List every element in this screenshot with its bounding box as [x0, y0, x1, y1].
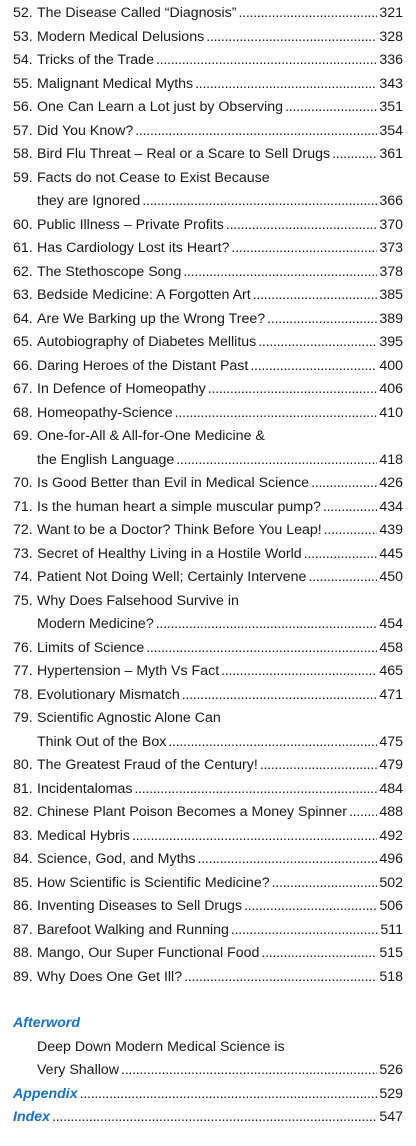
chapter-number: 55.	[13, 75, 33, 92]
toc-entry[interactable]	[13, 895, 403, 919]
toc-entry-line	[13, 825, 403, 849]
chapter-title: How Scientific is Scientific Medicine?	[37, 874, 270, 891]
dot-leader	[323, 496, 377, 520]
toc-entry[interactable]	[13, 331, 403, 355]
page-number: 370	[379, 216, 403, 233]
chapter-number: 62.	[13, 263, 33, 280]
chapter-title: Incidentalomas	[37, 780, 133, 797]
dot-leader	[176, 449, 377, 473]
chapter-number: 69.	[13, 428, 33, 444]
dot-leader	[121, 1059, 377, 1083]
chapter-title: Are We Barking up the Wrong Tree?	[37, 310, 266, 327]
chapter-number: 63.	[13, 287, 33, 303]
chapter-number: 53.	[13, 28, 33, 45]
page-number: 426	[379, 475, 403, 491]
page-number: 492	[379, 827, 403, 844]
chapter-title: Tricks of the Trade	[37, 52, 154, 68]
chapter-title: Patient Not Doing Well; Certainly Intervene	[37, 569, 307, 585]
toc-entry-line	[13, 402, 403, 426]
table-of-contents	[13, 2, 403, 989]
dot-leader	[261, 942, 377, 966]
page-number: 454	[379, 616, 403, 632]
dot-leader	[206, 26, 377, 50]
chapter-title: The Stethoscope Song	[37, 263, 182, 280]
afterword-line-1	[13, 1036, 403, 1060]
toc-entry[interactable]	[13, 519, 403, 543]
dot-leader	[272, 872, 378, 896]
page-number: 395	[379, 334, 403, 350]
dot-leader	[134, 778, 377, 802]
page-number: 378	[379, 263, 403, 280]
chapter-number: 52.	[13, 5, 33, 21]
page-number: 479	[379, 757, 403, 773]
chapter-title: Daring Heroes of the Distant Past	[37, 357, 249, 374]
toc-entry[interactable]	[13, 284, 403, 308]
toc-entry-line	[13, 543, 403, 567]
toc-entry-line	[13, 919, 403, 943]
dot-leader	[80, 1083, 378, 1107]
page-number: 434	[379, 498, 403, 515]
chapter-title: The Greatest Fraud of the Century!	[37, 757, 258, 773]
page-number: 328	[379, 28, 403, 45]
toc-entry[interactable]	[13, 801, 403, 825]
chapter-title: In Defence of Homeopathy	[37, 381, 206, 397]
toc-entry-line	[13, 26, 403, 50]
toc-entry-line	[13, 143, 403, 167]
chapter-title: Facts do not Cease to Exist Because	[37, 169, 270, 186]
toc-entry[interactable]	[13, 26, 403, 50]
toc-entry[interactable]	[13, 167, 403, 214]
toc-entry-line	[13, 848, 403, 872]
chapter-title: Science, God, and Myths	[37, 851, 196, 867]
toc-entry-line	[13, 2, 403, 26]
toc-entry[interactable]	[13, 919, 403, 943]
dot-leader	[231, 237, 377, 261]
dot-leader	[221, 660, 377, 684]
toc-entry-line	[13, 378, 403, 402]
page-number: 354	[379, 122, 403, 139]
toc-entry[interactable]	[13, 73, 403, 97]
chapter-number: 68.	[13, 404, 33, 421]
chapter-number: 85.	[13, 874, 33, 891]
dot-leader	[198, 848, 378, 872]
toc-entry[interactable]	[13, 637, 403, 661]
page-number: 343	[379, 75, 403, 92]
chapter-number: 88.	[13, 945, 33, 961]
chapter-number: 66.	[13, 357, 33, 374]
toc-entry[interactable]	[13, 942, 403, 966]
dot-leader	[175, 402, 378, 426]
dot-leader	[146, 637, 377, 661]
appendix-label: Appendix	[13, 1085, 78, 1102]
toc-entry-line	[13, 707, 403, 731]
chapter-title: The Disease Called “Diagnosis”	[37, 5, 237, 21]
chapter-title: One Can Learn a Lot just by Observing	[37, 99, 284, 115]
dot-leader	[184, 966, 377, 990]
dot-leader	[183, 261, 377, 285]
afterword-line-2	[13, 1059, 403, 1083]
chapter-title: Homeopathy-Science	[37, 404, 173, 421]
toc-entry[interactable]	[13, 754, 403, 778]
toc-entry[interactable]	[13, 402, 403, 426]
dot-leader	[132, 825, 377, 849]
page-number: 488	[379, 804, 403, 820]
toc-entry-line	[13, 120, 403, 144]
toc-entry[interactable]	[13, 2, 403, 26]
toc-entry[interactable]	[13, 590, 403, 637]
dot-leader	[304, 543, 378, 567]
page-number: 410	[379, 404, 403, 421]
toc-entry[interactable]	[13, 308, 403, 332]
chapter-number: 60.	[13, 216, 33, 233]
chapter-number: 54.	[13, 52, 33, 68]
toc-entry[interactable]	[13, 214, 403, 238]
chapter-number: 78.	[13, 686, 33, 703]
chapter-number: 87.	[13, 921, 33, 938]
page-number: 351	[379, 99, 403, 115]
index-entry[interactable]	[13, 1106, 403, 1130]
toc-entry-line	[13, 519, 403, 543]
dot-leader	[285, 96, 377, 120]
toc-entry[interactable]	[13, 355, 403, 379]
page-number: 502	[379, 874, 403, 891]
chapter-title: Want to be a Doctor? Think Before You Leap!	[37, 522, 322, 538]
chapter-number: 72.	[13, 522, 33, 538]
chapter-title: the English Language	[37, 451, 175, 468]
chapter-number: 79.	[13, 710, 33, 726]
toc-entry[interactable]	[13, 872, 403, 896]
chapter-number: 73.	[13, 545, 33, 562]
appendix-page-number: 529	[379, 1085, 403, 1102]
toc-entry-line	[13, 190, 403, 214]
chapter-number: 86.	[13, 898, 33, 914]
dot-leader	[208, 378, 378, 402]
toc-entry[interactable]	[13, 261, 403, 285]
dot-leader	[142, 190, 377, 214]
toc-entry[interactable]	[13, 120, 403, 144]
chapter-number: 84.	[13, 851, 33, 867]
chapter-title: Mango, Our Super Functional Food	[37, 945, 260, 961]
page-number: 471	[379, 686, 403, 703]
page-number: 506	[379, 898, 403, 914]
chapter-number: 70.	[13, 475, 33, 491]
toc-entry-line	[13, 801, 403, 825]
toc-entry[interactable]	[13, 237, 403, 261]
appendix-entry[interactable]	[13, 1083, 403, 1107]
toc-entry[interactable]	[13, 543, 403, 567]
toc-entry-line	[13, 942, 403, 966]
chapter-title: Think Out of the Box	[37, 733, 167, 750]
page-number: 465	[379, 663, 403, 679]
toc-entry-line	[13, 872, 403, 896]
toc-entry-line	[13, 637, 403, 661]
chapter-title: Medical Hybris	[37, 827, 131, 844]
chapter-title: One-for-All & All-for-One Medicine &	[37, 428, 265, 444]
toc-entry-line	[13, 754, 403, 778]
toc-entry[interactable]	[13, 707, 403, 754]
page-number: 450	[379, 569, 403, 585]
chapter-title: Hypertension – Myth Vs Fact	[37, 663, 220, 679]
afterword-title-line-2: Very Shallow	[37, 1062, 120, 1078]
dot-leader	[267, 308, 377, 332]
dot-leader	[226, 214, 377, 238]
toc-entry-line	[13, 167, 403, 191]
toc-entry[interactable]	[13, 425, 403, 472]
chapter-title: Inventing Diseases to Sell Drugs	[37, 898, 243, 914]
back-matter	[13, 1012, 403, 1130]
page-number: 518	[379, 968, 403, 985]
chapter-title: Has Cardiology Lost its Heart?	[37, 240, 230, 256]
chapter-title: Why Does One Get Ill?	[37, 968, 183, 985]
page-number: 385	[379, 287, 403, 303]
toc-entry[interactable]	[13, 143, 403, 167]
dot-leader	[253, 284, 378, 308]
dot-leader	[195, 73, 377, 97]
toc-entry[interactable]	[13, 684, 403, 708]
toc-entry-line	[13, 566, 403, 590]
dot-leader	[156, 613, 378, 637]
dot-leader	[311, 472, 377, 496]
dot-leader	[250, 355, 377, 379]
page-number: 458	[379, 639, 403, 656]
dot-leader	[135, 120, 377, 144]
toc-entry[interactable]	[13, 966, 403, 990]
toc-entry-line	[13, 214, 403, 238]
toc-entry[interactable]	[13, 778, 403, 802]
chapter-number: 89.	[13, 968, 33, 985]
toc-entry[interactable]	[13, 496, 403, 520]
dot-leader	[168, 731, 377, 755]
page-number: 361	[379, 146, 403, 162]
chapter-title: Modern Medical Delusions	[37, 28, 205, 45]
dot-leader	[231, 919, 378, 943]
page-number: 439	[379, 522, 403, 538]
dot-leader	[244, 895, 377, 919]
dot-leader	[324, 519, 378, 543]
chapter-title: Did You Know?	[37, 122, 134, 139]
afterword-entry[interactable]	[13, 1036, 403, 1083]
toc-entry-line	[13, 284, 403, 308]
chapter-title: Chinese Plant Poison Becomes a Money Spinner	[37, 804, 347, 820]
toc-entry-line	[13, 331, 403, 355]
page-number: 484	[379, 780, 403, 797]
dot-leader	[349, 801, 377, 825]
toc-entry-line	[13, 590, 403, 614]
chapter-number: 75.	[13, 592, 33, 609]
chapter-title: they are Ignored	[37, 193, 141, 209]
chapter-title: Why Does Falsehood Survive in	[37, 592, 239, 609]
page-number: 511	[380, 921, 403, 938]
toc-entry-line	[13, 96, 403, 120]
chapter-number: 77.	[13, 663, 33, 679]
index-page-number: 547	[379, 1109, 403, 1125]
dot-leader	[258, 331, 377, 355]
toc-entry-line	[13, 684, 403, 708]
chapter-number: 71.	[13, 498, 33, 515]
page-number: 366	[379, 193, 403, 209]
page-number: 400	[379, 357, 403, 374]
chapter-title: Scientific Agnostic Alone Can	[37, 710, 221, 726]
afterword-page-number: 526	[379, 1062, 403, 1078]
chapter-number: 65.	[13, 334, 33, 350]
toc-entry-line	[13, 49, 403, 73]
chapter-title: Bedside Medicine: A Forgotten Art	[37, 287, 251, 303]
toc-entry[interactable]	[13, 472, 403, 496]
chapter-number: 64.	[13, 310, 33, 327]
page-number: 515	[379, 945, 403, 961]
chapter-number: 61.	[13, 240, 33, 256]
toc-entry-line	[13, 355, 403, 379]
page-number: 406	[379, 381, 403, 397]
dot-leader	[182, 684, 378, 708]
toc-entry-line	[13, 496, 403, 520]
toc-entry-line	[13, 73, 403, 97]
toc-entry-line	[13, 237, 403, 261]
chapter-title: Barefoot Walking and Running	[37, 921, 229, 938]
toc-entry-line	[13, 449, 403, 473]
toc-entry-line	[13, 261, 403, 285]
page-number: 475	[379, 733, 403, 750]
page-number: 336	[379, 52, 403, 68]
afterword-title-line-1: Deep Down Modern Medical Science is	[37, 1038, 285, 1055]
page-number: 496	[379, 851, 403, 867]
chapter-title: Limits of Science	[37, 639, 145, 656]
toc-entry-line	[13, 425, 403, 449]
chapter-title: Is Good Better than Evil in Medical Science	[37, 475, 310, 491]
toc-entry-line	[13, 895, 403, 919]
chapter-number: 57.	[13, 122, 33, 139]
index-label: Index	[13, 1109, 51, 1125]
chapter-number: 81.	[13, 780, 33, 797]
toc-entry-line	[13, 731, 403, 755]
chapter-title: Public Illness – Private Profits	[37, 216, 224, 233]
page-number: 389	[379, 310, 403, 327]
chapter-number: 56.	[13, 99, 33, 115]
chapter-number: 74.	[13, 569, 33, 585]
chapter-title: Modern Medicine?	[37, 616, 154, 632]
page-number: 321	[379, 5, 403, 21]
chapter-title: Autobiography of Diabetes Mellitus	[37, 334, 257, 350]
chapter-number: 83.	[13, 827, 33, 844]
chapter-number: 58.	[13, 146, 33, 162]
toc-entry[interactable]	[13, 848, 403, 872]
dot-leader	[239, 2, 378, 26]
dot-leader	[308, 566, 377, 590]
chapter-title: Secret of Healthy Living in a Hostile World	[37, 545, 302, 562]
chapter-number: 82.	[13, 804, 33, 820]
dot-leader	[332, 143, 377, 167]
dot-leader	[156, 49, 377, 73]
toc-entry[interactable]	[13, 378, 403, 402]
chapter-title: Is the human heart a simple muscular pump?	[37, 498, 321, 515]
chapter-title: Malignant Medical Myths	[37, 75, 194, 92]
toc-entry-line	[13, 308, 403, 332]
chapter-number: 67.	[13, 381, 33, 397]
toc-entry-line	[13, 472, 403, 496]
chapter-number: 59.	[13, 169, 33, 186]
dot-leader	[52, 1106, 377, 1130]
dot-leader	[260, 754, 378, 778]
toc-entry-line	[13, 613, 403, 637]
toc-entry[interactable]	[13, 49, 403, 73]
toc-entry-line	[13, 660, 403, 684]
toc-entry-line	[13, 778, 403, 802]
chapter-title: Evolutionary Mismatch	[37, 686, 180, 703]
page-number: 445	[379, 545, 403, 562]
chapter-number: 80.	[13, 757, 33, 773]
page-number: 373	[379, 240, 403, 256]
page-number: 418	[379, 451, 403, 468]
toc-entry[interactable]	[13, 566, 403, 590]
toc-entry[interactable]	[13, 825, 403, 849]
afterword-heading: Afterword	[13, 1015, 80, 1031]
toc-entry[interactable]	[13, 660, 403, 684]
toc-entry-line	[13, 966, 403, 990]
chapter-title: Bird Flu Threat – Real or a Scare to Sell Drugs	[37, 146, 331, 162]
chapter-number: 76.	[13, 639, 33, 656]
toc-entry[interactable]	[13, 96, 403, 120]
